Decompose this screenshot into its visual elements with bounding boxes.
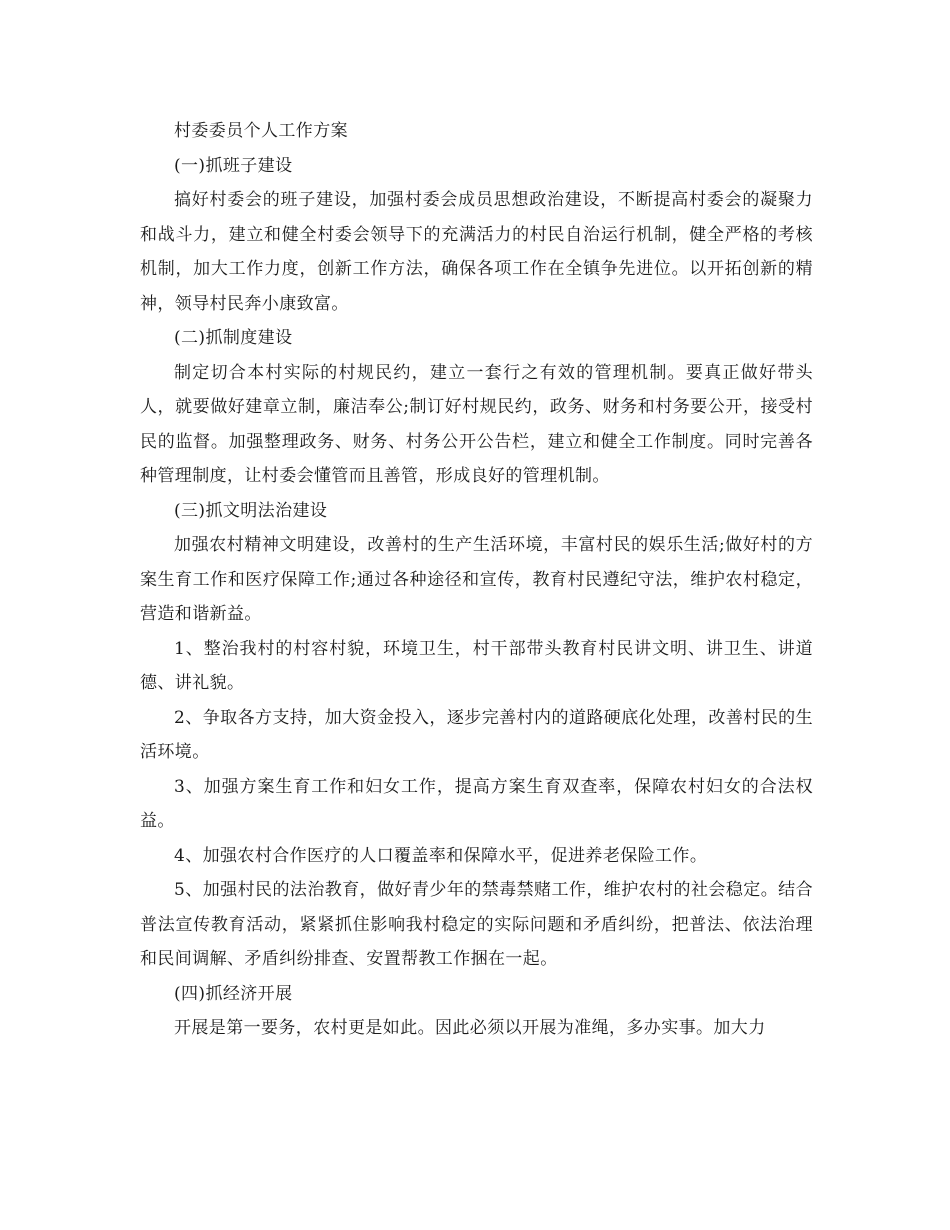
section-heading: (一)抓班子建设 [174,155,293,176]
section-heading: (三)抓文明法治建设 [174,500,328,521]
list-item: 5、加强村民的法治教育，做好青少年的禁毒禁赌工作，维护农村的社会稳定。结合普法宣传教育活动，紧紧抓住影响我村稳定的实际问题和矛盾纠纷，把普法、依法治理和民间调解、矛盾纠纷排查、安置帮教工作捆在一起。 [140,880,813,969]
paragraph: 加强农村精神文明建设，改善村的生产生活环境，丰富村民的娱乐生活;做好村的方案生育工作和医疗保障工作;通过各种途径和宣传，教育村民遵纪守法，维护农村稳定，营造和谐新益。 [140,535,813,624]
section-heading: (二)抓制度建设 [174,328,293,348]
document-title: 村委委员个人工作方案 [174,121,348,141]
paragraph: 搞好村委会的班子建设，加强村委会成员思想政治建设，不断提高村委会的凝聚力和战斗力，建立和健全村委会领导下的充满活力的村民自治运行机制，健全严格的考核机制，加大工作力度，创新工作方法，确保各项工作在全镇争先进位。以开拓创新的精神，领导村民奔小康致富。 [140,190,813,314]
section-heading: (四)抓经济开展 [174,983,293,1004]
list-item: 1、整治我村的村容村貌，环境卫生，村干部带头教育村民讲文明、讲卫生、讲道德、讲礼貌。 [140,638,813,693]
paragraph: 开展是第一要务，农村更是如此。因此必须以开展为准绳，多办实事。加大力 [174,1018,766,1038]
list-item: 4、加强农村合作医疗的人口覆盖率和保障水平，促进养老保险工作。 [174,845,708,866]
document-body [140,114,813,1046]
paragraph: 制定切合本村实际的村规民约，建立一套行之有效的管理机制。要真正做好带头人，就要做好建章立制，廉洁奉公;制订好村规民约，政务、财务和村务要公开，接受村民的监督。加强整理政务、财务、村务公开公告栏，建立和健全工作制度。同时完善各种管理制度，让村委会懂管而且善管，形成良好的管理机制。 [140,362,813,486]
list-item: 2、争取各方支持，加大资金投入，逐步完善村内的道路硬底化处理，改善村民的生活环境。 [140,707,813,762]
list-item: 3、加强方案生育工作和妇女工作，提高方案生育双查率，保障农村妇女的合法权益。 [140,776,813,831]
